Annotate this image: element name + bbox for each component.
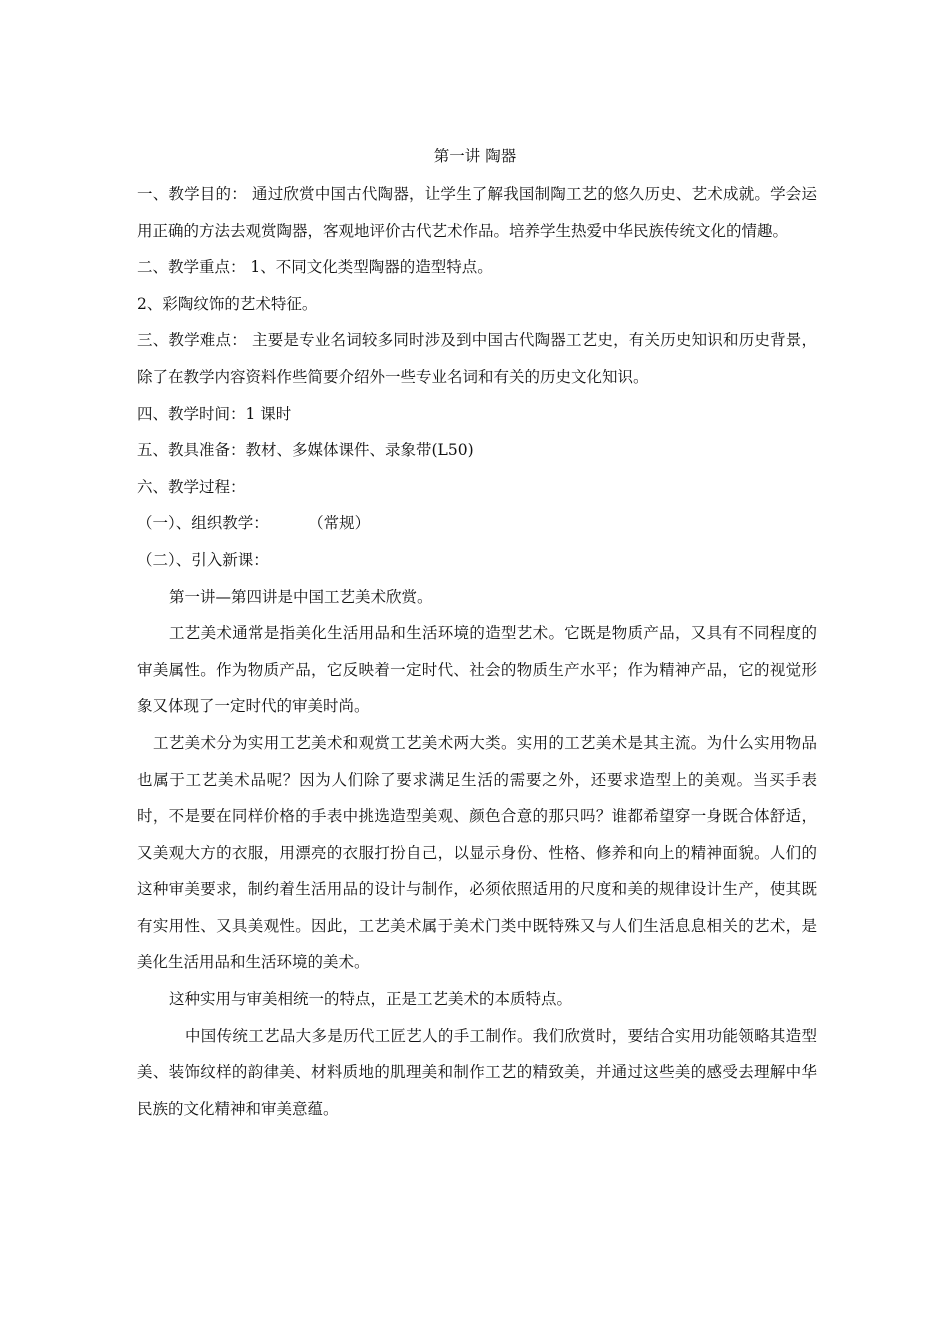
document-body (137, 176, 817, 1127)
paragraph-traditional-crafts: 中国传统工艺品大多是历代工匠艺人的手工制作。我们欣赏时，要结合实用功能领略其造型美、装饰纹样的韵律美、材料质地的肌理美和制作工艺的精致美，并通过这些美的感受去理解中华民族的文化精神和审美意蕴。 (137, 1026, 817, 1118)
paragraph-organize-class: （一）、组织教学： （常规） (137, 514, 371, 533)
paragraph-teaching-aids: 五、教具准备：教材、多媒体课件、录象带(L50) (137, 441, 474, 460)
paragraph-crafts-categories: 工艺美术分为实用工艺美术和观赏工艺美术两大类。实用的工艺美术是其主流。为什么实用物品也属于工艺美术品呢？因为人们除了要求满足生活的需要之外，还要求造型上的美观。当买手表时，不是要在同样价格的手表中挑选造型美观、颜色合意的那只吗？谁都希望穿一身既合体舒适，又美观大方的衣服，用漂亮的衣服打扮自己，以显示身份、性格、修养和向上的精神面貌。人们的这种审美要求，制约着生活用品的设计与制作，必须依照适用的尺度和美的规律设计生产，使其既有实用性、又具美观性。因此，工艺美术属于美术门类中既特殊又与人们生活息息相关的艺术，是美化生活用品和生活环境的美术。 (137, 733, 817, 972)
paragraph-key-points: 二、教学重点： 1、不同文化类型陶器的造型特点。 (137, 258, 493, 277)
paragraph-key-points-2: 2、彩陶纹饰的艺术特征。 (137, 294, 318, 313)
paragraph-lecture-range: 第一讲—第四讲是中国工艺美术欣赏。 (169, 587, 433, 606)
paragraph-teaching-time: 四、教学时间：1 课时 (137, 404, 292, 423)
paragraph-teaching-goal: 一、教学目的： 通过欣赏中国古代陶器，让学生了解我国制陶工艺的悠久历史、艺术成就。学会运用正确的方法去观赏陶器，客观地评价古代艺术作品。培养学生热爱中华民族传统文化的情趣。 (137, 185, 817, 240)
document-title: 第一讲 陶器 (433, 147, 517, 165)
paragraph-essential-feature: 这种实用与审美相统一的特点，正是工艺美术的本质特点。 (169, 990, 573, 1009)
paragraph-difficulties: 三、教学难点： 主要是专业名词较多同时涉及到中国古代陶器工艺史，有关历史知识和历史背景，除了在教学内容资料作些简要介绍外一些专业名词和有关的历史文化知识。 (137, 331, 817, 386)
paragraph-introduce-lesson: （二）、引入新课： (137, 550, 269, 569)
paragraph-teaching-process: 六、教学过程： (137, 477, 246, 496)
paragraph-crafts-definition: 工艺美术通常是指美化生活用品和生活环境的造型艺术。它既是物质产品，又具有不同程度的审美属性。作为物质产品，它反映着一定时代、社会的物质生产水平；作为精神产品，它的视觉形象又体现了一定时代的审美时尚。 (137, 624, 817, 716)
